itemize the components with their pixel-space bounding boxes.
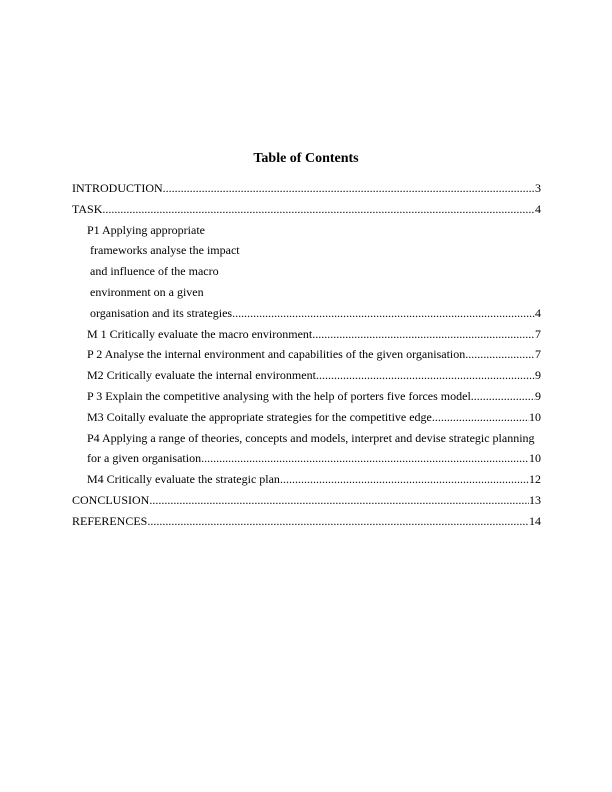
toc-entry-label: and influence of the macro <box>90 264 219 279</box>
toc-entry-label: frameworks analyse the impact <box>90 243 240 258</box>
toc-entry-label: M4 Critically evaluate the strategic plan <box>87 472 280 487</box>
toc-entry-p4-line2[interactable] <box>72 450 541 471</box>
toc-entry-p1-line5[interactable] <box>72 305 541 326</box>
toc-entry-references[interactable] <box>72 513 541 534</box>
toc-title: Table of Contents <box>253 151 359 166</box>
toc-entry-p1-line3[interactable] <box>72 263 541 284</box>
toc-entry-label: P4 Applying a range of theories, concepts and models, interpret and devise strategic planning <box>87 430 535 445</box>
toc-entry-page: 10 <box>529 409 541 424</box>
toc-entry-page: 4 <box>535 305 541 320</box>
toc-entry-label: organisation and its strategies <box>90 305 233 320</box>
toc-dot-leader <box>280 471 529 487</box>
toc-entry-label: INTRODUCTION <box>72 181 163 195</box>
toc-entry-page: 4 <box>535 201 541 216</box>
toc-list <box>72 180 541 534</box>
toc-entry-page: 9 <box>535 368 541 383</box>
toc-entry-page: 7 <box>535 347 541 362</box>
toc-entry-label: M 1 Critically evaluate the macro environment <box>87 326 313 341</box>
toc-entry-page: 9 <box>535 388 541 403</box>
toc-entry-label: REFERENCES <box>72 513 148 528</box>
toc-dot-leader <box>147 513 529 529</box>
toc-dot-leader <box>471 388 535 404</box>
toc-dot-leader <box>149 492 529 508</box>
toc-dot-leader <box>232 305 535 321</box>
toc-entry-m3[interactable] <box>72 409 541 430</box>
toc-entry-p4-line1[interactable] <box>72 430 541 451</box>
toc-entry-m4[interactable] <box>72 471 541 492</box>
toc-dot-leader <box>201 450 529 466</box>
toc-entry-page: 12 <box>529 472 541 487</box>
toc-entry-label: M3 Coitally evaluate the appropriate strategies for the competitive edge <box>87 409 432 424</box>
toc-entry-label: TASK <box>72 201 103 216</box>
toc-entry-label: P 3 Explain the competitive analysing with the help of porters five forces model <box>87 388 471 403</box>
toc-entry-conclusion[interactable] <box>72 492 541 513</box>
toc-dot-leader <box>102 201 535 217</box>
toc-dot-leader <box>465 346 535 362</box>
toc-entry-p2[interactable] <box>72 346 541 367</box>
toc-entry-p1-line2[interactable] <box>72 242 541 263</box>
toc-entry-page: 13 <box>529 492 541 507</box>
toc-entry-label: for a given organisation <box>87 451 202 466</box>
toc-entry-task[interactable] <box>72 201 541 222</box>
toc-entry-label: CONCLUSION <box>72 492 150 507</box>
toc-entry-page: 3 <box>535 181 541 195</box>
toc-entry-label: M2 Critically evaluate the internal environment <box>87 368 316 383</box>
toc-entry-page: 10 <box>529 451 541 466</box>
toc-entry-label: environment on a given <box>90 284 204 299</box>
toc-entry-p1-line4[interactable] <box>72 284 541 305</box>
toc-entry-introduction[interactable] <box>72 180 541 201</box>
toc-dot-leader <box>432 409 529 425</box>
toc-entry-p1-line1[interactable] <box>72 222 541 243</box>
toc-dot-leader <box>163 180 535 196</box>
toc-dot-leader <box>312 326 535 342</box>
toc-entry-page: 7 <box>535 326 541 341</box>
toc-dot-leader <box>316 367 535 383</box>
toc-entry-page: 14 <box>529 513 541 528</box>
toc-entry-m2[interactable] <box>72 367 541 388</box>
toc-entry-label: P1 Applying appropriate <box>87 222 205 237</box>
toc-entry-label: P 2 Analyse the internal environment and capabilities of the given organisation <box>87 347 466 362</box>
toc-entry-p3[interactable] <box>72 388 541 409</box>
toc-entry-m1[interactable] <box>72 326 541 347</box>
